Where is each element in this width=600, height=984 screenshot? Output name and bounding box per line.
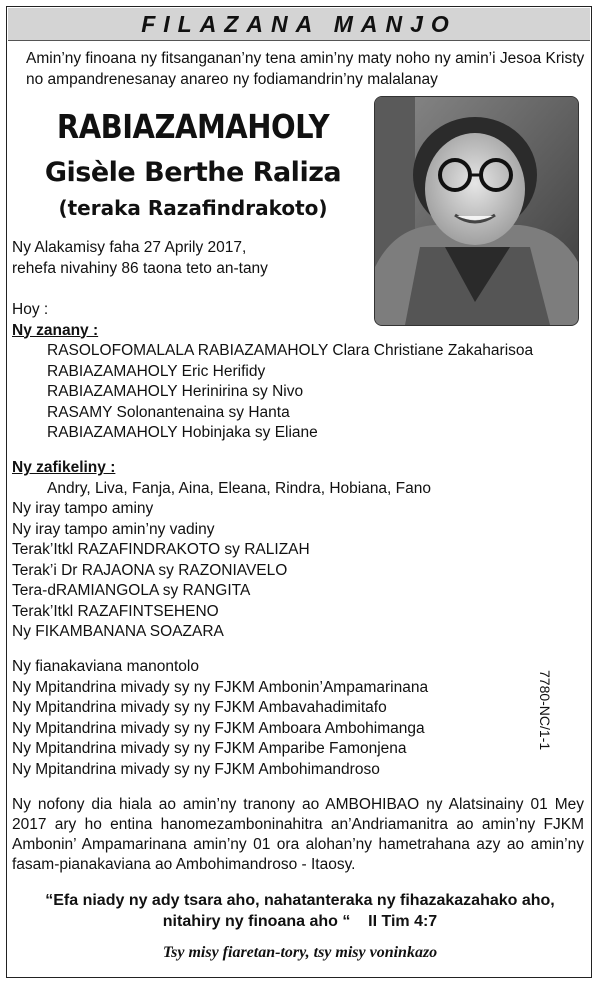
list-item: Terak’Itkl RAZAFINDRAKOTO sy RALIZAH: [12, 541, 310, 558]
list-item: Ny Mpitandrina mivady sy ny FJKM Ambavahadimitafo: [12, 699, 387, 716]
grandchildren-names: Andry, Liva, Fanja, Aina, Eleana, Rindra, Hobiana, Fano: [47, 479, 431, 497]
list-item: RASOLOFOMALALA RABIAZAMAHOLY Clara Christiane Zakaharisoa: [47, 342, 534, 359]
list-item: Ny Mpitandrina mivady sy ny FJKM Amparibe Famonjena: [12, 740, 407, 757]
death-age-line: rehefa nivahiny 86 taona teto an-tany: [12, 259, 268, 277]
quote-line-2: [20, 911, 580, 932]
family-section: [12, 300, 588, 444]
list-item: Terak’i Dr RAJAONA sy RAZONIAVELO: [12, 561, 288, 579]
deceased-given-names: Gisèle Berthe Raliza: [44, 157, 342, 188]
list-item: Ny Mpitandrina mivady sy ny FJKM Ambohimandroso: [12, 760, 380, 778]
quote-line: nitahiry ny finoana aho “: [162, 913, 351, 930]
list-item: RABIAZAMAHOLY Eric Herifidy: [47, 362, 266, 380]
hoy-label: Hoy :: [12, 301, 49, 318]
funeral-details: Ny nofony dia hiala ao amin’ny tranony ao AMBOHIBAO ny Alatsinainy 01 Mey 2017 ary ho entina hanomezamboninahitra an’Andriamanitra ao amin’ny FJKM Ambonin’ Ampamarinana amin’ny 01 ora alohan’ny hametrahana azy ao amin’ny fasam-pianakaviana ao Ambohimandroso - Itaosy.: [12, 796, 584, 873]
list-item: Tera-dRAMIANGOLA sy RANGITA: [12, 582, 251, 599]
bible-quote: [20, 890, 580, 932]
grandchildren-heading: Ny zafikeliny :: [12, 459, 116, 476]
reference-code: 7780-NC/1-1: [537, 670, 553, 751]
death-info: [12, 238, 588, 279]
children-heading: Ny zanany :: [12, 321, 99, 339]
list-item: RASAMY Solonantenaina sy Hanta: [47, 403, 290, 421]
quote-line: “Efa niady ny ady tsara aho, nahatanteraka ny fihazakazahako aho,: [45, 892, 555, 909]
notice-banner-title: FILAZANA MANJO: [8, 8, 590, 41]
church-section: [12, 657, 588, 780]
list-item: Ny FIKAMBANANA SOAZARA: [12, 623, 224, 640]
death-date-line: Ny Alakamisy faha 27 Aprily 2017,: [12, 239, 247, 256]
portrait-photo: [374, 96, 579, 326]
list-item: Ny iray tampo aminy: [12, 500, 154, 517]
quote-reference: II Tim 4:7: [368, 913, 438, 930]
closing-motto: Tsy misy fiaretan-tory, tsy misy voninkazo: [162, 944, 438, 961]
intro-line: Amin’ny finoana ny fitsanganan’ny tena amin’ny maty noho ny amin’i Jesoa Kristy: [26, 50, 585, 67]
list-item: RABIAZAMAHOLY Hobinjaka sy Eliane: [47, 424, 318, 441]
intro-text: [26, 48, 585, 90]
list-item: Ny Mpitandrina mivady sy ny FJKM Ambonin’Ampamarinana: [12, 678, 429, 696]
grandchildren-section: [12, 458, 588, 643]
list-item: Ny fianakaviana manontolo: [12, 658, 199, 675]
intro-line: no ampandrenesanay anareo ny fodiamandrin’ny malalanay: [26, 71, 438, 88]
list-item: Ny Mpitandrina mivady sy ny FJKM Amboara Ambohimanga: [12, 719, 425, 737]
list-item: Ny iray tampo amin’ny vadiny: [12, 520, 215, 538]
deceased-birth-name: (teraka Razafindrakoto): [58, 196, 328, 220]
list-item: Terak’Itkl RAZAFINTSEHENO: [12, 602, 219, 620]
deceased-surname: RABIAZAMAHOLY: [56, 107, 330, 147]
list-item: RABIAZAMAHOLY Herinirina sy Nivo: [47, 383, 304, 400]
